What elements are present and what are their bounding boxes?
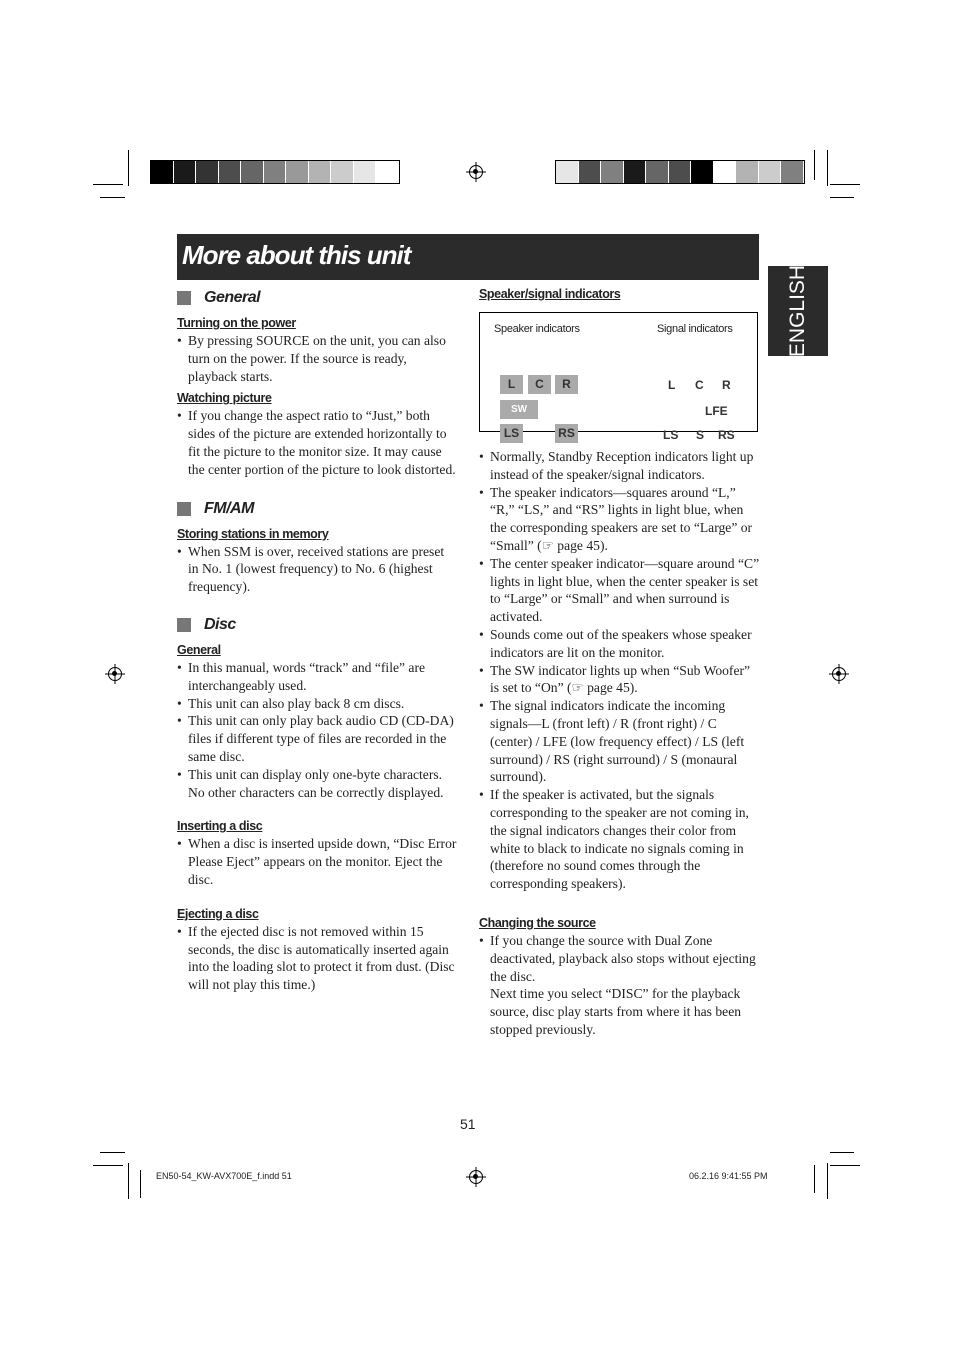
title-bar	[177, 234, 759, 280]
color-swatch	[646, 161, 669, 183]
color-calibration-bar-left	[150, 160, 400, 184]
signal-indicator-r: R	[722, 378, 731, 392]
color-calibration-bar-right	[555, 160, 805, 184]
list-item: • By pressing SOURCE on the unit, you can also turn on the power. If the source is ready, playback starts.	[177, 332, 457, 385]
bullet-list	[479, 448, 762, 893]
speaker-indicator-rs: RS	[555, 424, 578, 443]
signal-indicator-l: L	[668, 378, 676, 392]
indicator-diagram	[479, 312, 758, 442]
language-tab-label: ENGLISH	[786, 264, 809, 358]
footer-file-info: EN50-54_KW-AVX700E_f.indd 51	[156, 1171, 292, 1181]
subheading: Ejecting a disc	[177, 906, 259, 921]
color-swatch	[736, 161, 759, 183]
crop-mark	[830, 1152, 854, 1153]
color-swatch	[219, 161, 242, 183]
registration-mark-icon	[108, 667, 122, 681]
color-swatch	[264, 161, 287, 183]
signal-indicator-rs: RS	[718, 428, 735, 442]
list-item: • The SW indicator lights up when “Sub Woofer” is set to “On” (☞ page 45).	[479, 662, 762, 698]
list-item: • Sounds come out of the speakers whose speaker indicators are lit on the monitor.	[479, 626, 762, 662]
speaker-indicator-r: R	[555, 375, 578, 394]
color-swatch	[241, 161, 264, 183]
color-swatch	[286, 161, 309, 183]
list-item: • When SSM is over, received stations are preset in No. 1 (lowest frequency) to No. 6 (highest frequency).	[177, 543, 457, 596]
crop-mark	[100, 197, 125, 198]
bullet-list	[177, 407, 457, 478]
signal-indicator-ls: LS	[663, 428, 679, 442]
right-column	[479, 285, 762, 1039]
subheading: Turning on the power	[177, 316, 296, 330]
subheading: Watching picture	[177, 391, 272, 406]
list-item: • The speaker indicators—squares around “L,” “R,” “LS,” and “RS” lights in light blue, when the corresponding speakers are set to “Large” or “Small” (☞ page 45).	[479, 484, 762, 555]
speaker-indicators-header: Speaker indicators	[494, 323, 580, 335]
color-swatch	[174, 161, 197, 183]
list-item: • If the speaker is activated, but the signals corresponding to the speaker are not coming in, the signal indicators changes their color from white to black to indicate no signals coming in (therefore no sound comes through the corresponding speakers).	[479, 786, 762, 893]
bullet-list	[177, 659, 457, 801]
crop-mark	[93, 184, 123, 185]
color-swatch	[714, 161, 737, 183]
list-item: • If you change the source with Dual Zone deactivated, playback also stops without ejecting the disc.	[479, 932, 762, 985]
crop-mark	[140, 1170, 141, 1198]
bullet-list	[177, 332, 457, 385]
registration-mark-icon	[832, 667, 846, 681]
bullet-list	[177, 835, 457, 888]
left-column	[177, 287, 457, 994]
bullet-list	[177, 923, 457, 994]
crop-mark	[814, 1165, 815, 1193]
section-heading: FM/AM	[204, 499, 254, 517]
signal-indicator-lfe: LFE	[705, 404, 728, 418]
registration-mark-icon	[469, 165, 483, 179]
color-swatch	[331, 161, 354, 183]
color-swatch	[309, 161, 332, 183]
list-item: • The center speaker indicator—square around “C” lights in light blue, when the center speaker is set to “Large” or “Small” and when surround is activated.	[479, 555, 762, 626]
registration-mark-icon	[469, 1170, 483, 1184]
crop-mark	[814, 150, 815, 180]
crop-mark	[93, 1165, 123, 1166]
list-item: • Normally, Standby Reception indicators light up instead of the speaker/signal indicators.	[479, 448, 762, 484]
signal-indicators-header: Signal indicators	[657, 323, 733, 335]
crop-mark	[827, 150, 828, 186]
speaker-indicator-c: C	[528, 375, 551, 394]
crop-mark	[830, 197, 854, 198]
signal-indicator-s: S	[696, 428, 705, 442]
subheading: Speaker/signal indicators	[479, 287, 621, 301]
crop-mark	[830, 184, 860, 185]
speaker-indicator-sw: SW	[500, 400, 538, 419]
color-swatch	[691, 161, 714, 183]
section-heading: General	[204, 289, 261, 307]
color-swatch	[376, 161, 399, 183]
page-number: 51	[460, 1116, 476, 1132]
section-square-icon	[177, 618, 191, 632]
list-item: • If you change the aspect ratio to “Just,” both sides of the picture are extended horizontally to fit the picture to the monitor size. It may cause the center portion of the picture to look distorted.	[177, 407, 457, 478]
list-item: • This unit can only play back audio CD (CD-DA) files if different type of files are recorded in the same disc.	[177, 712, 457, 765]
subheading: General	[177, 642, 221, 657]
page-title: More about this unit	[182, 240, 411, 270]
section-heading: Disc	[204, 616, 236, 634]
section-disc	[177, 614, 457, 636]
list-item: • The signal indicators indicate the incoming signals—L (front left) / R (front right) / C (center) / LFE (low frequency effect) / LS (left surround) / RS (right surround) / S (monaural surround).	[479, 697, 762, 786]
crop-mark	[830, 1165, 860, 1166]
list-item: • This unit can also play back 8 cm discs.	[177, 695, 457, 713]
list-item: • If the ejected disc is not removed within 15 seconds, the disc is automatically inserted again into the loading slot to protect it from dust. (Disc will not play this time.)	[177, 923, 457, 994]
subheading: Changing the source	[479, 915, 596, 930]
signal-indicator-c: C	[695, 378, 704, 392]
speaker-indicator-l: L	[500, 375, 523, 394]
bullet-list	[479, 932, 762, 985]
color-swatch	[601, 161, 624, 183]
color-swatch	[354, 161, 377, 183]
color-swatch	[759, 161, 782, 183]
crop-mark	[128, 150, 129, 186]
color-swatch	[669, 161, 692, 183]
subheading: Inserting a disc	[177, 819, 263, 834]
section-fmam	[177, 498, 457, 520]
section-square-icon	[177, 291, 191, 305]
crop-mark	[100, 1152, 125, 1153]
list-item: • When a disc is inserted upside down, “Disc Error Please Eject” appears on the monitor. Eject the disc.	[177, 835, 457, 888]
crop-mark	[827, 1163, 828, 1199]
section-square-icon	[177, 502, 191, 516]
section-general	[177, 287, 457, 309]
color-swatch	[556, 161, 579, 183]
footer-timestamp: 06.2.16 9:41:55 PM	[689, 1171, 768, 1181]
crop-mark	[128, 1163, 129, 1199]
paragraph: Next time you select “DISC” for the playback source, disc play starts from where it has been stopped previously.	[490, 986, 742, 1037]
language-tab	[768, 266, 828, 356]
color-swatch	[579, 161, 602, 183]
subheading: Storing stations in memory	[177, 526, 329, 541]
list-item: • This unit can display only one-byte characters. No other characters can be correctly displayed.	[177, 766, 457, 802]
color-swatch	[196, 161, 219, 183]
speaker-indicator-ls: LS	[500, 424, 523, 443]
bullet-list	[177, 543, 457, 596]
list-item: • In this manual, words “track” and “file” are interchangeably used.	[177, 659, 457, 695]
color-swatch	[624, 161, 647, 183]
color-swatch	[151, 161, 174, 183]
color-swatch	[781, 161, 804, 183]
